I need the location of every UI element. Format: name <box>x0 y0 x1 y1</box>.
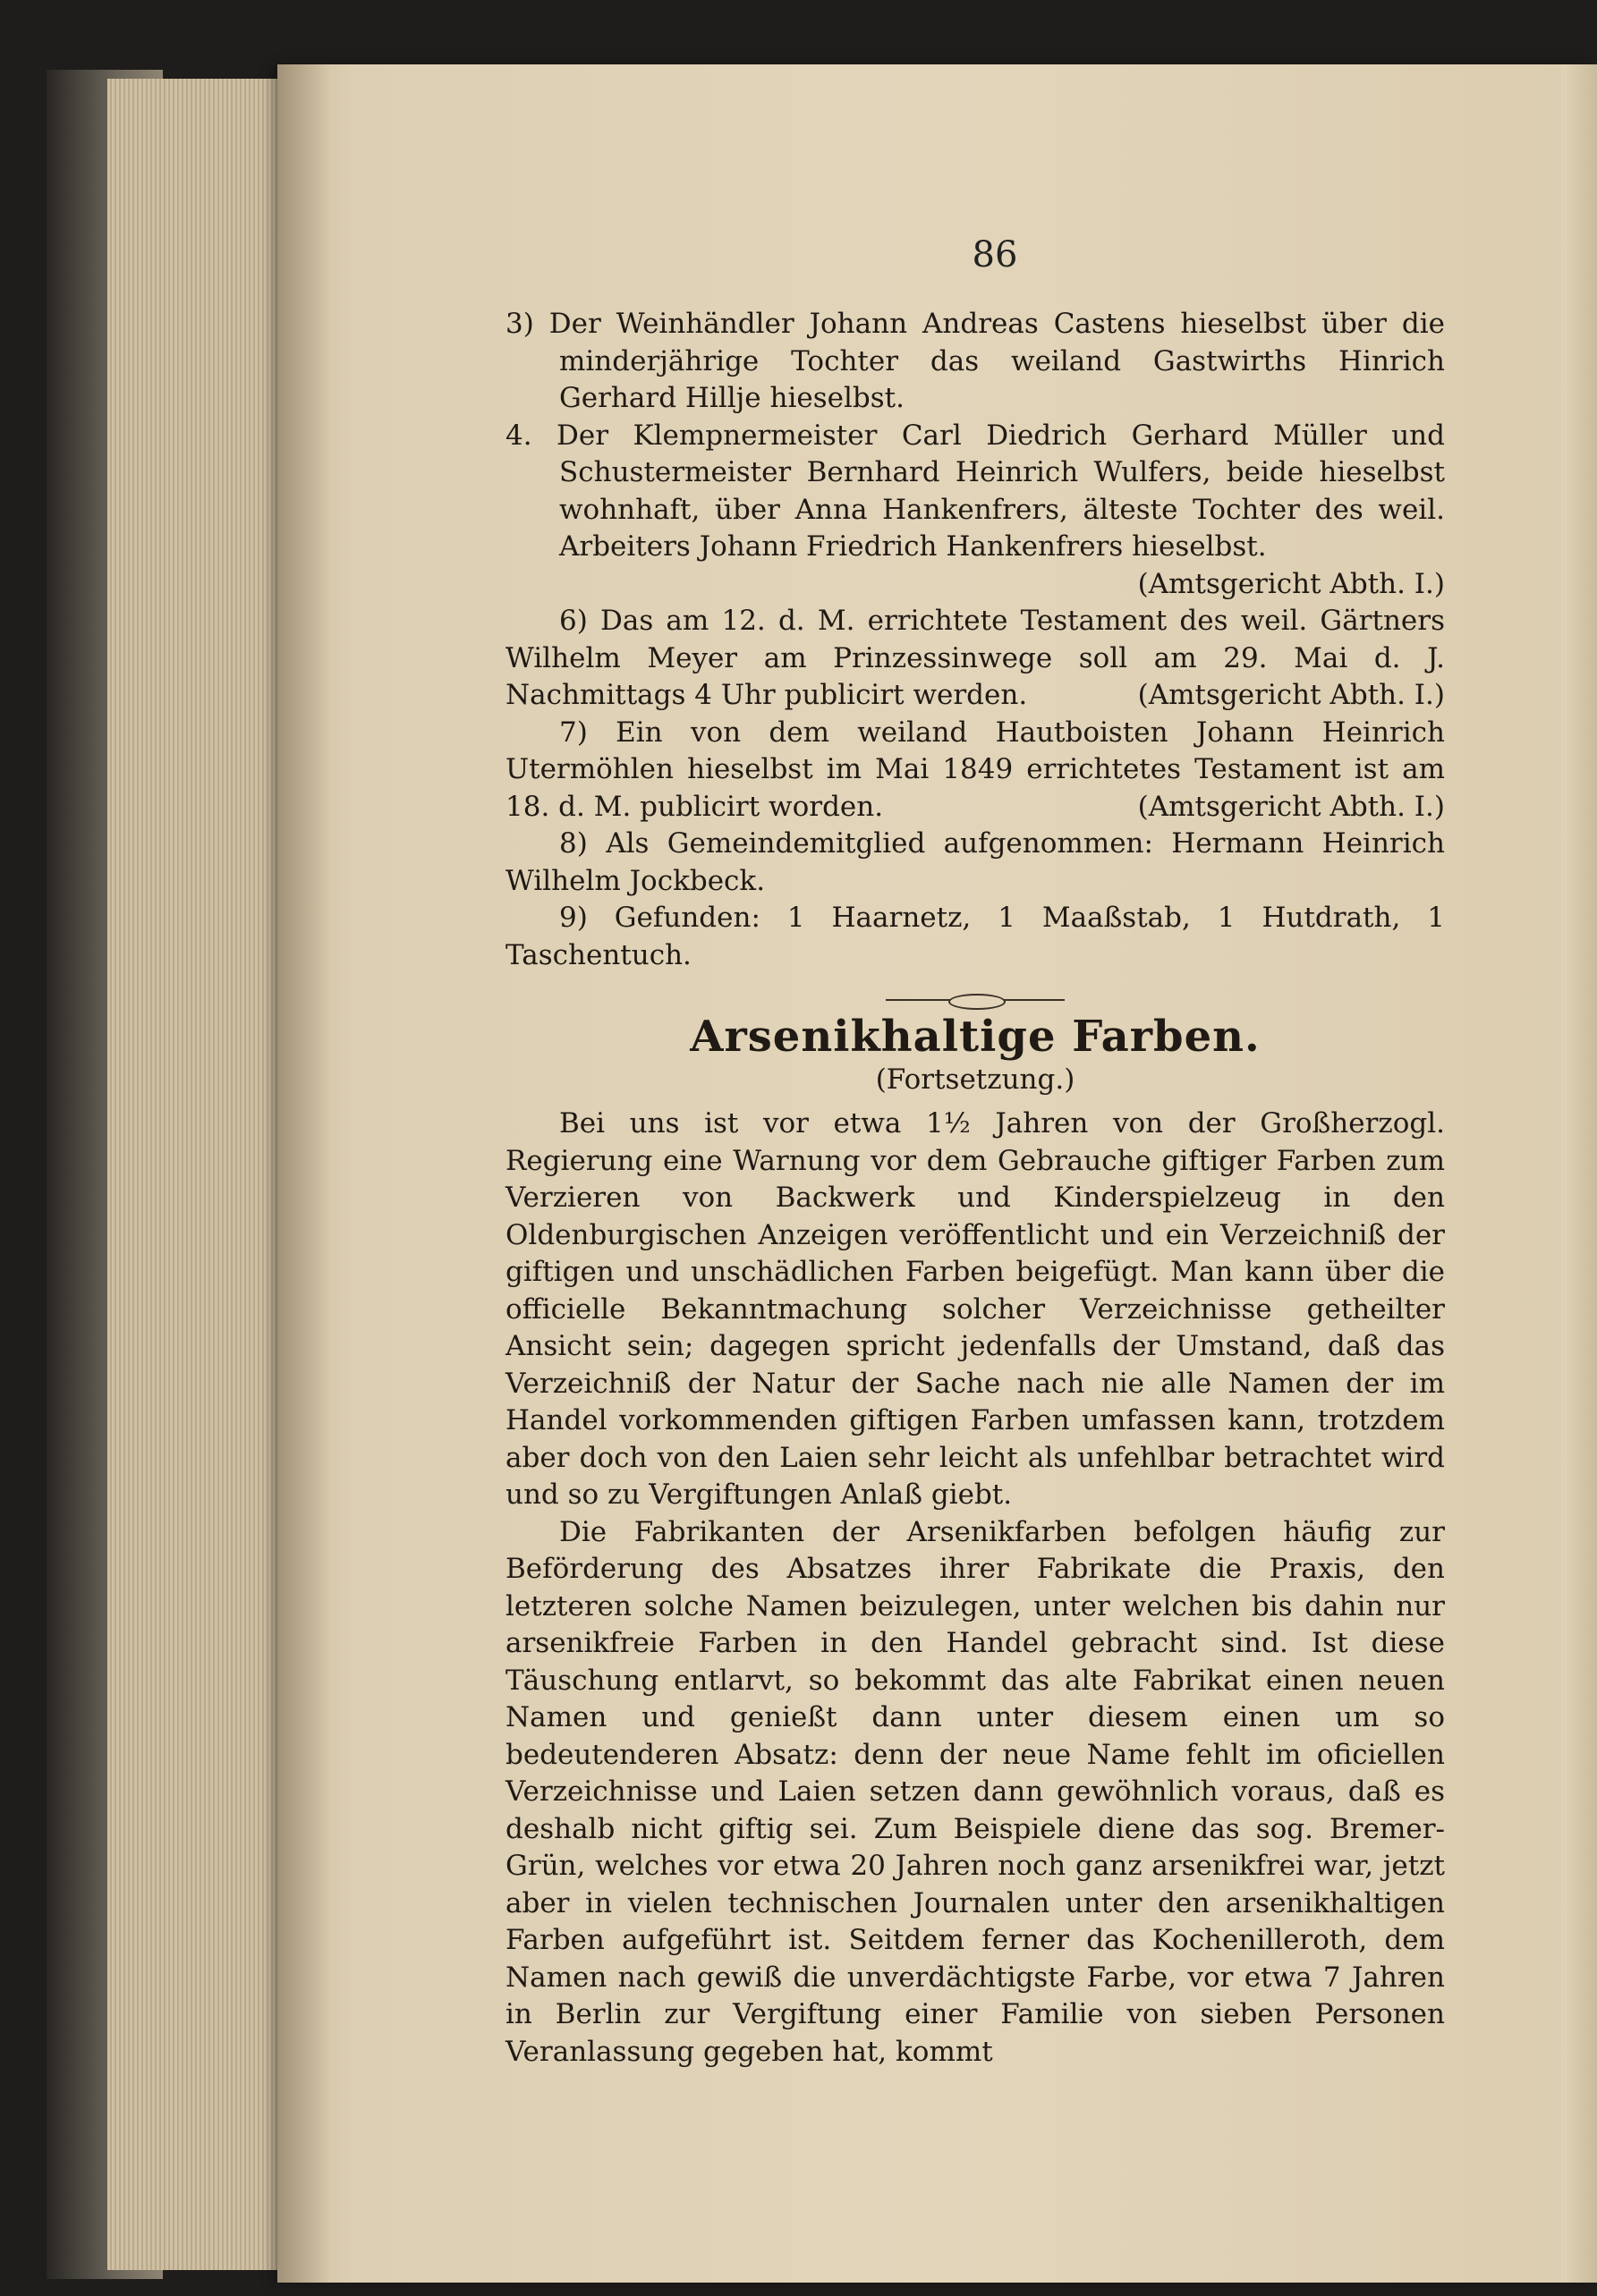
page-content <box>505 224 1445 2071</box>
page-stack <box>107 79 286 2270</box>
article-title: Arsenikhaltige Farben. <box>690 1012 1261 1062</box>
article-paragraph: Die Fabrikanten der Arsenikfarben befolgen häufig zur Beförderung des Absatzes ihrer Fabrikate die Praxis, den letzteren solche Namen beizulegen, unter welchen bis dahin nur arsenikfreie Farben in den Handel gebracht sind. Ist diese Täuschung entlarvt, so bekommt das alte Fabrikat einen neuen Namen und genießt dann unter diesem einen um so bedeutenderen Absatz: denn der neue Name fehlt im oficiellen Verzeichnisse und Laien setzen dann gewöhnlich voraus, daß es deshalb nicht giftig sei. Zum Beispiele diene das sog. Bremer-Grün, welches vor etwa 20 Jahren noch ganz arsenikfrei war, jetzt aber in vielen technischen Journalen unter den arsenikhaltigen Farben aufgeführt ist. Seitdem ferner das Kochenilleroth, dem Namen nach gewiß die unverdächtigste Farbe, vor etwa 7 Jahren in Berlin zur Vergiftung einer Familie von sieben Personen Veranlassung gegeben hat, kommt <box>505 1515 1445 2068</box>
notice-text: Als Gemeindemitglied aufgenommen: Hermann Heinrich Wilhelm Jockbeck. <box>505 827 1445 897</box>
next-page-edge <box>1561 64 1597 2283</box>
article-subtitle: (Fortsetzung.) <box>875 1063 1075 1096</box>
notice-number: 4. <box>505 419 532 452</box>
notice-text: Der Klempnermeister Carl Diedrich Gerhard Müller und Schustermeister Bernhard Heinrich Wulfers, beide hieselbst wohnhaft, über Anna Hankenfrers, älteste Tochter des weil. Arbeiters Johann Friedrich Hankenfrers hieselbst. <box>556 419 1445 563</box>
notice-source: (Amtsgericht Abth. I.) <box>1137 790 1445 823</box>
notice-text: Ein von dem weiland Hautboisten Johann Heinrich Utermöhlen hieselbst im Mai 1849 errichtetes Testament ist am 18. d. M. publicirt worden. <box>505 716 1445 823</box>
notice-number: 7) <box>559 716 588 749</box>
notice-number: 6) <box>559 605 588 637</box>
notice-item <box>505 900 1445 974</box>
notice-text: Der Weinhändler Johann Andreas Castens hieselbst über die minderjährige Tochter das weiland Gastwirths Hinrich Gerhard Hillje hieselbst. <box>548 308 1445 414</box>
notice-item <box>505 715 1445 826</box>
notice-item <box>505 306 1445 418</box>
notice-text: Gefunden: 1 Haarnetz, 1 Maaßstab, 1 Hutdrath, 1 Taschentuch. <box>505 902 1446 971</box>
notice-number: 3) <box>505 308 534 340</box>
notice-number: 9) <box>559 902 588 934</box>
gutter-shadow <box>277 64 331 2283</box>
notices-list <box>505 306 1445 974</box>
notice-text: Das am 12. d. M. errichtete Testament des weil. Gärtners Wilhelm Meyer am Prinzessinwege soll am 29. Mai d. J. Nachmittags 4 Uhr publicirt werden. <box>505 605 1445 711</box>
article-paragraph: Bei uns ist vor etwa 1½ Jahren von der Großherzogl. Regierung eine Warnung vor dem Gebrauche giftiger Farben zum Verzieren von Backwerk und Kinderspielzeug in den Oldenburgischen Anzeigen veröffentlicht und ein Verzeichniß der giftigen und unschädlichen Farben beigefügt. Man kann über die officielle Bekanntmachung solcher Verzeichnisse getheilter Ansicht sein; dagegen spricht jedenfalls der Umstand, daß das Verzeichniß der Natur der Sache nach nie alle Namen der im Handel vorkommenden giftigen Farben umfassen kann, trotzdem aber doch von den Laien sehr leicht als unfehlbar betrachtet wird und so zu Vergiftungen Anlaß giebt. <box>505 1107 1445 1511</box>
page-number: 86 <box>972 234 1018 275</box>
notice-item <box>505 826 1445 900</box>
section-divider <box>886 994 1065 1006</box>
divider-ornament-icon <box>948 994 1006 1010</box>
notice-source: (Amtsgericht Abth. I.) <box>1137 567 1445 600</box>
notice-item <box>505 418 1445 566</box>
notice-item <box>505 603 1445 715</box>
notice-number: 8) <box>559 827 588 860</box>
notice-source: (Amtsgericht Abth. I.) <box>1137 679 1445 711</box>
